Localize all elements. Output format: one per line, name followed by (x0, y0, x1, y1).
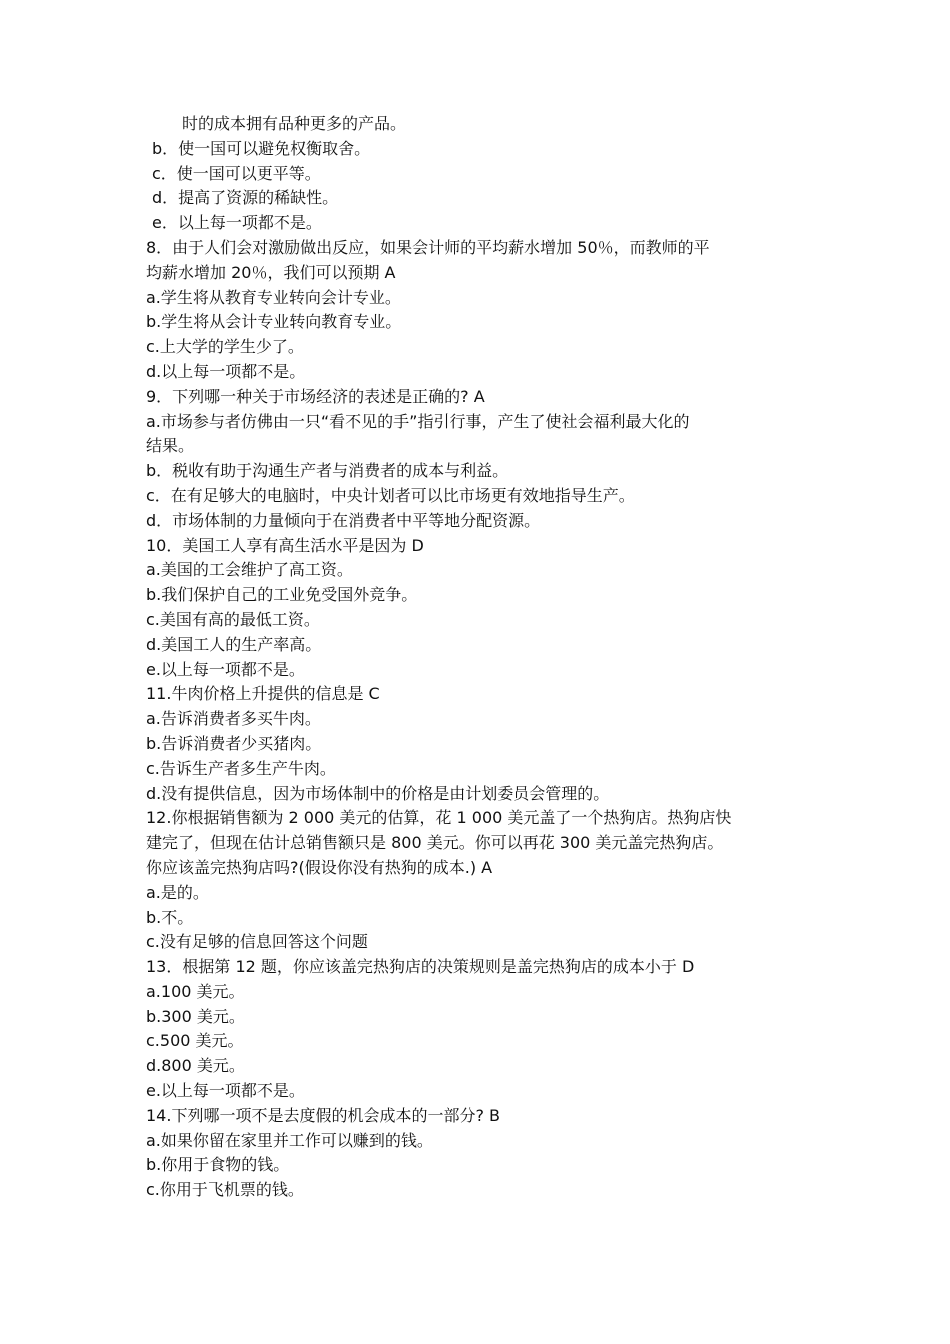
text-line: a.市场参与者仿佛由一只“看不见的手”指引行事，产生了使社会福利最大化的 (146, 411, 690, 431)
text-line: d．市场体制的力量倾向于在消费者中平等地分配资源。 (146, 510, 541, 530)
text-line: d.800 美元。 (146, 1056, 245, 1076)
text-line: 8．由于人们会对激励做出反应，如果会计师的平均薪水增加 50％，而教师的平 (146, 237, 710, 257)
text-line: 10．美国工人享有高生活水平是因为 D (146, 535, 424, 555)
text-line: c．使一国可以更平等。 (152, 163, 321, 183)
text-line: a.美国的工会维护了高工资。 (146, 560, 353, 580)
text-line: 结果。 (146, 436, 195, 456)
text-line: c.告诉生产者多生产牛肉。 (146, 758, 336, 778)
text-line: a.告诉消费者多买牛肉。 (146, 709, 321, 729)
text-line: d.以上每一项都不是。 (146, 361, 306, 381)
text-line: c.你用于飞机票的钱。 (146, 1180, 304, 1200)
text-line: b．税收有助于沟通生产者与消费者的成本与利益。 (146, 461, 509, 481)
text-line: 12.你根据销售额为 2 000 美元的估算，花 1 000 美元盖了一个热狗店。热狗店快 (146, 808, 732, 828)
text-line: 14.下列哪一项不是去度假的机会成本的一部分? B (146, 1105, 501, 1125)
text-line: c.美国有高的最低工资。 (146, 609, 320, 629)
document-page (146, 112, 818, 1203)
text-line: d．提高了资源的稀缺性。 (152, 188, 339, 208)
text-line: c.没有足够的信息回答这个问题 (146, 932, 368, 952)
text-line: 11.牛肉价格上升提供的信息是 C (146, 684, 380, 704)
text-line: b.300 美元。 (146, 1006, 245, 1026)
text-line: b．使一国可以避免权衡取舍。 (152, 138, 371, 158)
text-line: d.没有提供信息，因为市场体制中的价格是由计划委员会管理的。 (146, 783, 610, 803)
text-line: 均薪水增加 20％，我们可以预期 A (146, 262, 396, 282)
text-line: b.你用于食物的钱。 (146, 1155, 290, 1175)
text-line: 建完了，但现在估计总销售额只是 800 美元。你可以再花 300 美元盖完热狗店。 (146, 833, 724, 853)
text-line: e．以上每一项都不是。 (152, 213, 322, 233)
text-line: b.我们保护自己的工业免受国外竞争。 (146, 585, 418, 605)
text-line: 13．根据第 12 题，你应该盖完热狗店的决策规则是盖完热狗店的成本小于 D (146, 957, 695, 977)
text-line: e.以上每一项都不是。 (146, 659, 305, 679)
text-line: e.以上每一项都不是。 (146, 1081, 305, 1101)
text-line: b.学生将从会计专业转向教育专业。 (146, 312, 402, 332)
text-line: a.如果你留在家里并工作可以赚到的钱。 (146, 1130, 433, 1150)
text-line: 时的成本拥有品种更多的产品。 (182, 114, 407, 133)
text-line: d.美国工人的生产率高。 (146, 634, 322, 654)
text-line: a.100 美元。 (146, 981, 245, 1001)
text-line: 9．下列哪一种关于市场经济的表述是正确的? A (146, 386, 485, 406)
text-line: b.不。 (146, 907, 194, 927)
text-line: a.学生将从教育专业转向会计专业。 (146, 287, 401, 307)
text-line: c.500 美元。 (146, 1031, 244, 1051)
text-line: b.告诉消费者少买猪肉。 (146, 733, 322, 753)
text-line: 你应该盖完热狗店吗?(假设你没有热狗的成本.) A (146, 857, 493, 877)
text-line: c.上大学的学生少了。 (146, 337, 304, 357)
text-line: a.是的。 (146, 882, 209, 902)
text-line: c．在有足够大的电脑时，中央计划者可以比市场更有效地指导生产。 (146, 485, 635, 505)
